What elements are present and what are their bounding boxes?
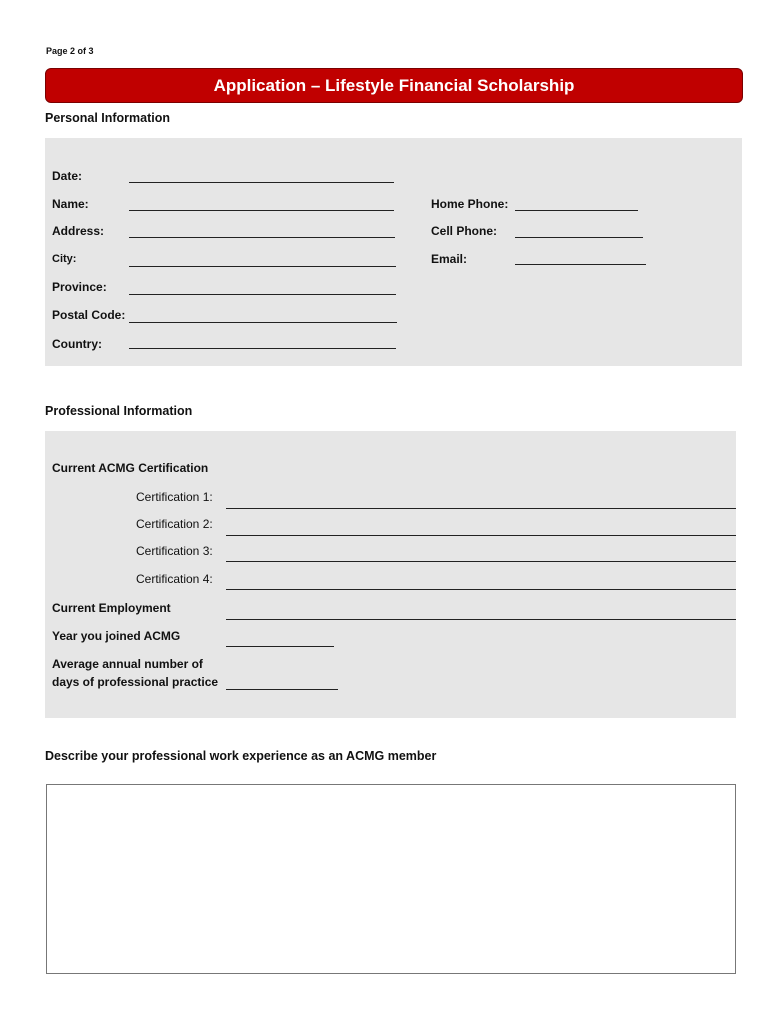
city-field[interactable] <box>129 266 396 267</box>
year-joined-field[interactable] <box>226 646 334 647</box>
experience-heading: Describe your professional work experience as an ACMG member <box>45 749 437 763</box>
certification-2-field[interactable] <box>226 535 736 536</box>
avg-days-label-line2: days of professional practice <box>52 675 219 689</box>
home-phone-field[interactable] <box>515 210 638 211</box>
avg-days-field[interactable] <box>226 689 338 690</box>
professional-info-heading: Professional Information <box>45 404 193 418</box>
email-field[interactable] <box>515 264 646 265</box>
date-label: Date: <box>52 169 83 183</box>
city-label: City: <box>52 253 77 265</box>
form-title-banner <box>45 68 743 103</box>
personal-info-heading: Personal Information <box>45 111 171 125</box>
certification-3-field[interactable] <box>226 561 736 562</box>
certification-4-field[interactable] <box>226 589 736 590</box>
certification-4-label: Certification 4: <box>136 572 213 586</box>
current-employment-label: Current Employment <box>52 601 171 615</box>
home-phone-label: Home Phone: <box>431 197 509 211</box>
cell-phone-field[interactable] <box>515 237 643 238</box>
postal-code-field[interactable] <box>129 322 397 323</box>
date-field[interactable] <box>129 182 394 183</box>
certification-3-label: Certification 3: <box>136 544 213 558</box>
personal-info-panel <box>45 138 742 366</box>
year-joined-label: Year you joined ACMG <box>52 629 181 643</box>
page-number: Page 2 of 3 <box>46 46 94 56</box>
experience-textarea[interactable] <box>46 784 736 974</box>
country-label: Country: <box>52 337 102 351</box>
name-field[interactable] <box>129 210 394 211</box>
certification-2-label: Certification 2: <box>136 517 213 531</box>
province-label: Province: <box>52 280 107 294</box>
certification-1-label: Certification 1: <box>136 490 213 504</box>
address-field[interactable] <box>129 237 395 238</box>
postal-code-label: Postal Code: <box>52 308 126 322</box>
email-label: Email: <box>431 252 468 266</box>
country-field[interactable] <box>129 348 396 349</box>
avg-days-label-line1: Average annual number of <box>52 657 203 671</box>
address-label: Address: <box>52 224 105 238</box>
cell-phone-label: Cell Phone: <box>431 224 498 238</box>
name-label: Name: <box>52 197 89 211</box>
current-employment-field[interactable] <box>226 619 736 620</box>
province-field[interactable] <box>129 294 396 295</box>
certification-1-field[interactable] <box>226 508 736 509</box>
certification-heading: Current ACMG Certification <box>52 461 209 475</box>
form-title: Application – Lifestyle Financial Scholarship <box>213 75 575 95</box>
